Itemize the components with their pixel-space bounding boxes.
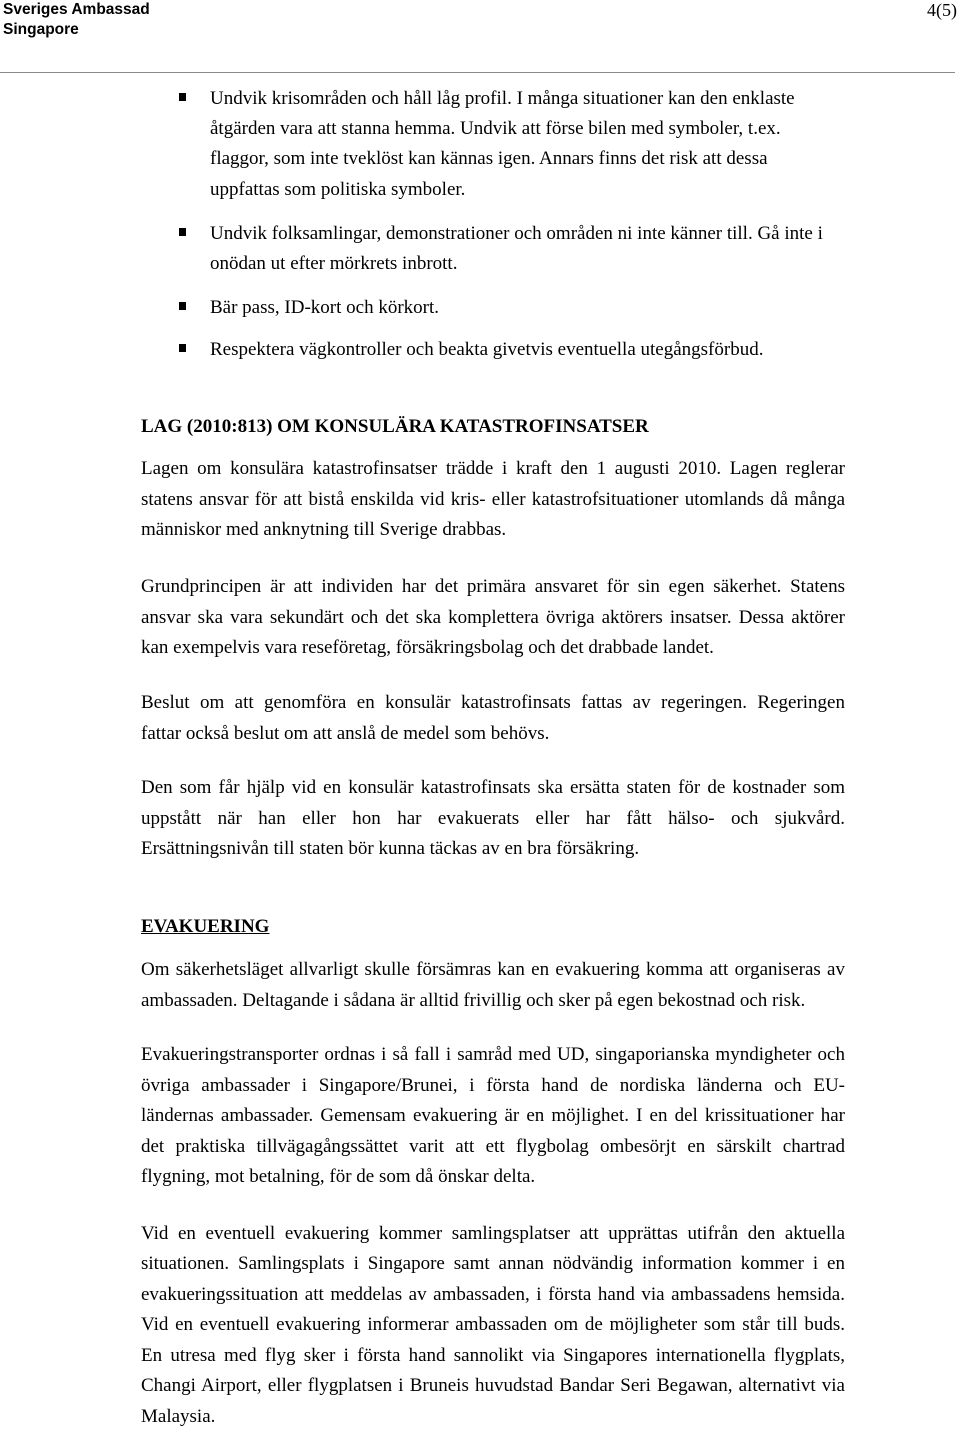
paragraph xyxy=(141,688,845,749)
paragraph-line: situationen. Samlingsplats i Singapore samt annan nödvändig information kommer i en xyxy=(141,1253,845,1274)
paragraph-line: Vid en eventuell evakuering kommer samlingsplatser att upprättas utifrån den aktuella xyxy=(141,1222,845,1244)
square-bullet-icon xyxy=(179,228,186,236)
bullet-line: flaggor, som inte tveklöst kan kännas igen. Annars finns det risk att dessa xyxy=(210,148,768,170)
header-city: Singapore xyxy=(3,21,79,38)
bullet-item xyxy=(210,293,850,323)
paragraph-line: övriga ambassader i Singapore/Brunei, i första hand de nordiska länderna och EU- xyxy=(141,1074,845,1096)
header-organization: Sveriges Ambassad xyxy=(3,1,150,18)
paragraph xyxy=(141,572,845,664)
paragraph-line: uppstått när han eller hon har evakuerats eller har fått hälso- och sjukvård. xyxy=(141,807,845,829)
paragraph-line: Beslut om att genomföra en konsulär katastrofinsats fattas av regeringen. Regeringen xyxy=(141,692,845,713)
paragraph-line: ländernas ambassader. Gemensam evakuering är en möjlighet. I en del krissituationer har xyxy=(141,1105,845,1126)
paragraph-line: Changi Airport, eller flygplatsen i Bruneis huvudstad Bandar Seri Begawan, alternativt via xyxy=(141,1375,845,1396)
square-bullet-icon xyxy=(179,344,186,352)
bullet-line: åtgärden vara att stanna hemma. Undvik att förse bilen med symboler, t.ex. xyxy=(210,118,781,140)
paragraph-line: Lagen om konsulära katastrofinsatser trädde i kraft den 1 augusti 2010. Lagen reglerar xyxy=(141,458,845,479)
bullet-line: Bär pass, ID-kort och körkort. xyxy=(210,297,440,318)
paragraph-line: Grundprincipen är att individen har det primära ansvaret för sin egen säkerhet. Statens xyxy=(141,576,845,597)
paragraph xyxy=(141,1040,845,1193)
paragraph-line: fattar också beslut om att anslå de medel som behövs. xyxy=(141,722,550,744)
section-heading-law: LAG (2010:813) OM KONSULÄRA KATASTROFINSATSER xyxy=(141,416,649,437)
paragraph-line: kan exempelvis vara reseföretag, försäkringsbolag och det drabbade landet. xyxy=(141,637,714,658)
paragraph-line: Evakueringstransporter ordnas i så fall i samråd med UD, singaporianska myndigheter och xyxy=(141,1044,845,1065)
bullet-line: onödan ut efter mörkrets inbrott. xyxy=(210,253,458,275)
paragraph-line: Den som får hjälp vid en konsulär katastrofinsats ska ersätta staten för de kostnader som xyxy=(141,777,845,798)
paragraph-line: Malaysia. xyxy=(141,1405,216,1427)
square-bullet-icon xyxy=(179,93,186,101)
paragraph xyxy=(141,454,845,546)
paragraph xyxy=(141,773,845,865)
paragraph xyxy=(141,955,845,1016)
paragraph-line: Vid en eventuell evakuering informerar ambassaden om de möjligheter som står till buds. xyxy=(141,1314,845,1335)
paragraph-line: statens ansvar för att bistå enskilda vid kris- eller katastrofsituationer utomlands då många xyxy=(141,488,845,510)
bullet-line: Respektera vägkontroller och beakta givetvis eventuella utegångsförbud. xyxy=(210,339,764,360)
bullet-line: uppfattas som politiska symboler. xyxy=(210,178,466,200)
bullet-item xyxy=(210,335,850,365)
page-number: 4(5) xyxy=(927,0,957,20)
header-divider xyxy=(0,72,955,73)
paragraph-line: En utresa med flyg sker i första hand sannolikt via Singapores internationella flygplats, xyxy=(141,1344,845,1366)
paragraph-line: människor med anknytning till Sverige drabbas. xyxy=(141,519,507,540)
bullet-line: Undvik krisområden och håll låg profil. I många situationer kan den enklaste xyxy=(210,88,795,109)
paragraph-line: det praktiska tillvägagångssättet varit att ett flygbolag ombesörjt en särskilt chartrad xyxy=(141,1135,845,1157)
paragraph-line: flygning, mot betalning, för de som då önskar delta. xyxy=(141,1166,536,1187)
bullet-line: Undvik folksamlingar, demonstrationer och områden ni inte känner till. Gå inte i xyxy=(210,223,823,244)
paragraph-line: evakueringssituation att meddelas av ambassaden, i första hand via ambassadens hemsida. xyxy=(141,1283,845,1305)
paragraph-line: ansvar ska vara sekundärt och det ska komplettera övriga aktörers insatser. Dessa aktörer xyxy=(141,606,845,628)
bullet-item xyxy=(210,219,850,279)
paragraph-line: Ersättningsnivån till staten bör kunna täckas av en bra försäkring. xyxy=(141,838,640,859)
section-heading-evacuation: EVAKUERING xyxy=(141,916,270,937)
paragraph-line: ambassaden. Deltagande i sådana är alltid frivillig och sker på egen bekostnad och risk. xyxy=(141,989,806,1011)
bullet-item xyxy=(210,84,850,205)
paragraph-line: Om säkerhetsläget allvarligt skulle försämras kan en evakuering komma att organiseras av xyxy=(141,959,845,980)
square-bullet-icon xyxy=(179,302,186,310)
paragraph xyxy=(141,1219,845,1433)
